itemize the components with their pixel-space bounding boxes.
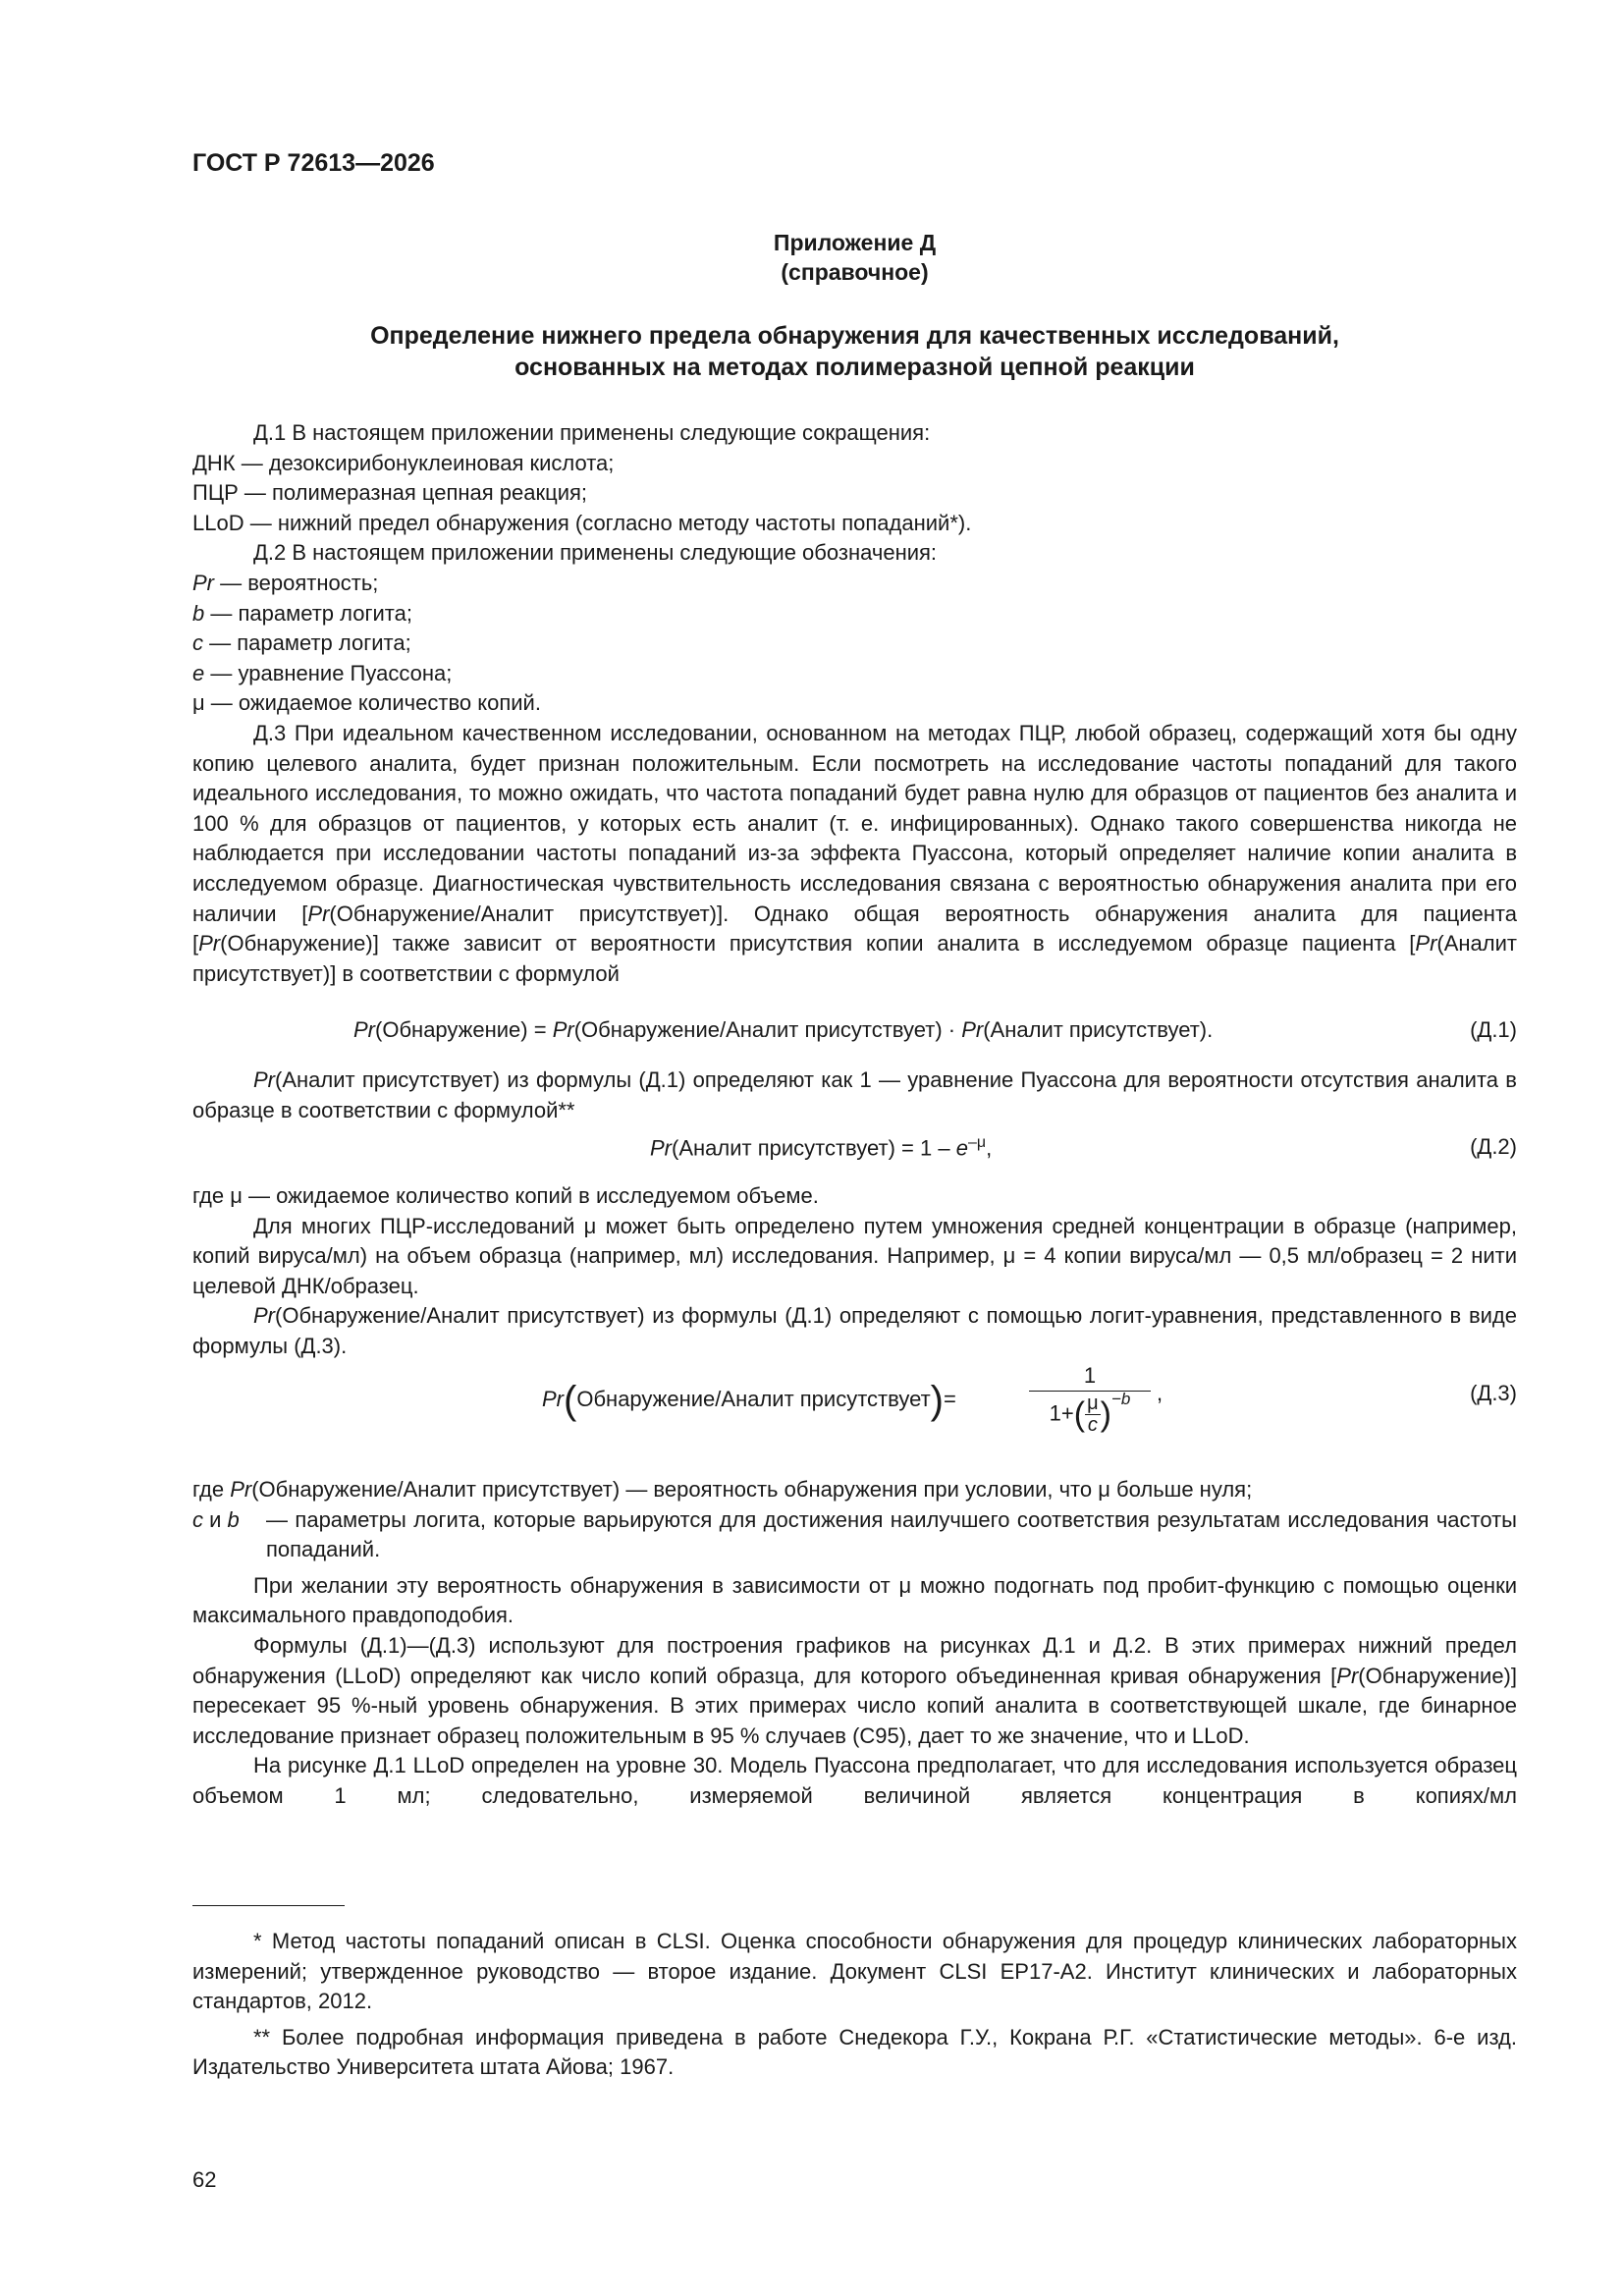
formula-d2: Pr(Аналит присутствует) = $1 - e^{-\mu}$, (Д.2) (650, 1134, 1517, 1161)
symbol-item: Pr — вероятность; (192, 570, 379, 595)
body-section-3 (192, 1181, 1517, 1362)
footnote: ** Более подробная информация приведена в работе Снедекора Г.У., Кокрана Р.Г. «Статистические методы». 6-е изд. Издательство Университета штата Айова; 1967. (192, 2024, 1517, 2080)
body-section-2 (192, 1066, 1517, 1125)
symbols-intro: Д.2 В настоящем приложении применены следующие обозначения: (253, 540, 938, 566)
formula-number: (Д.1) (1470, 1017, 1517, 1042)
document-header: ГОСТ Р 72613—2026 (192, 149, 435, 177)
formula-d1: Pr(Обнаружение) = Pr(Обнаружение/Аналит присутствует) · Pr(Аналит присутствует). (Д.1) (353, 1017, 1517, 1042)
appendix-label: Приложение Д (773, 230, 937, 255)
paragraph-many: Для многих ПЦР-исследований μ может быть определено путем умножения средней концентрации в образце (например, копий вируса/мл) на объем образца (например, мл) исследования. Например, μ = 4 копии вируса/мл — 0,5 мл/образец = 2 нити целевой ДНК/образец. (192, 1213, 1517, 1298)
paragraph-after-d1: Pr(Аналит присутствует) из формулы (Д.1) определяют как 1 — уравнение Пуассона для вероятности отсутствия аналита в образце в соответствии с формулой** (192, 1067, 1517, 1122)
abbrev-item: ПЦР — полимеразная цепная реакция; (192, 480, 588, 506)
page-number: 62 (192, 2167, 217, 2192)
formula-number: (Д.3) (1470, 1381, 1517, 1405)
footnotes (192, 1927, 1517, 2083)
symbol: b (192, 600, 205, 626)
abbrev-intro: Д.1 В настоящем приложении применены следующие сокращения: (253, 420, 931, 445)
symbol: Pr (192, 570, 214, 595)
formula-d3: Pr(Обнаружение/Аналит присутствует)= 1 1+( $\frac{\mu}{c}$ )$^{-b}$ , (Д.3) (542, 1363, 1517, 1436)
abbrev-item: LLoD — нижний предел обнаружения (согласно методу частоты попаданий*). (192, 510, 972, 535)
symbol: μ (192, 690, 205, 716)
appendix-type: (справочное) (781, 259, 929, 285)
where-pr: где Pr(Обнаружение/Аналит присутствует) — вероятность обнаружения при условии, что μ больше нуля; (192, 1477, 1253, 1502)
footnote-rule (192, 1905, 345, 1906)
symbol-item: c — параметр логита; (192, 630, 411, 656)
paragraph-logit: Pr(Обнаружение/Аналит присутствует) из формулы (Д.1) определяют с помощью логит-уравнения, представленного в виде формулы (Д.3). (192, 1303, 1517, 1358)
body-section-4 (192, 1475, 1517, 1812)
footnote: * Метод частоты попаданий описан в CLSI. Оценка способности обнаружения для процедур клинических лабораторных измерений; утвержденное руководство — второе издание. Документ CLSI EP17-A2. Институт клинических и лабораторных стандартов, 2012. (192, 1929, 1517, 2014)
formula-number: (Д.2) (1470, 1134, 1517, 1159)
paragraph-d3: Д.3 При идеальном качественном исследовании, основанном на методах ПЦР, любой образец, содержащий хотя бы одну копию целевого аналита, будет признан положительным. Если посмотреть на исследование частоты попаданий для такого идеального исследования, то можно ожидать, что частота попаданий будет равна нулю для образцов от пациентов без аналита и 100 % для образцов от пациентов, у которых есть аналит (т. е. инфицированных). Однако такого совершенства никогда не наблюдается при исследовании частоты попаданий из-за эффекта Пуассона, который определяет наличие копии аналита в исследуемом образце. Диагностическая чувствительность исследования связана с вероятностью обнаружения аналита при его наличии [Pr(Обнаружение/Аналит присутствует)]. Однако общая вероятность обнаружения аналита для пациента [Pr(Обнаружение)] также зависит от вероятности присутствия копии аналита в исследуемом образце пациента [Pr(Аналит присутствует)] в соответствии с формулой (192, 720, 1517, 986)
symbol-item: μ — ожидаемое количество копий. (192, 690, 541, 716)
symbol-item: e — уравнение Пуассона; (192, 660, 453, 685)
paragraph-figure: На рисунке Д.1 LLoD определен на уровне 30. Модель Пуассона предполагает, что для исследования используется образец объемом 1 мл; следовательно, измеряемой величиной является концентрация в копиях/мл (192, 1753, 1517, 1808)
symbol: e (192, 660, 205, 685)
paragraph-mu-def: где μ — ожидаемое количество копий в исследуемом объеме. (192, 1183, 819, 1208)
appendix-title-line1: Определение нижнего предела обнаружения для качественных исследований, (370, 322, 1339, 350)
symbol: c (192, 630, 203, 656)
appendix-title-line2: основанных на методах полимеразной цепной реакции (514, 354, 1195, 381)
symbol-item: b — параметр логита; (192, 600, 412, 626)
where-cb: c и b — параметры логита, которые варьируются для достижения наилучшего соответствия результатам исследования частоты попаданий. (192, 1506, 1517, 1562)
abbrev-item: ДНК — дезоксирибонуклеиновая кислота; (192, 450, 615, 475)
paragraph-formulas: Формулы (Д.1)—(Д.3) используют для построения графиков на рисунках Д.1 и Д.2. В этих примерах нижний предел обнаружения (LLoD) определяют как число копий образца, для которого объединенная кривая обнаружения [Pr(Обнаружение)] пересекает 95 %-ный уровень обнаружения. В этих примерах число копий аналита в соответствующей шкале, где бинарное исследование признает образец положительным в 95 % случаев (C95), дает то же значение, что и LLoD. (192, 1632, 1517, 1748)
body-section-1 (192, 418, 1517, 989)
paragraph-probit: При желании эту вероятность обнаружения в зависимости от μ можно подогнать под пробит-функцию с помощью оценки максимального правдоподобия. (192, 1572, 1517, 1628)
